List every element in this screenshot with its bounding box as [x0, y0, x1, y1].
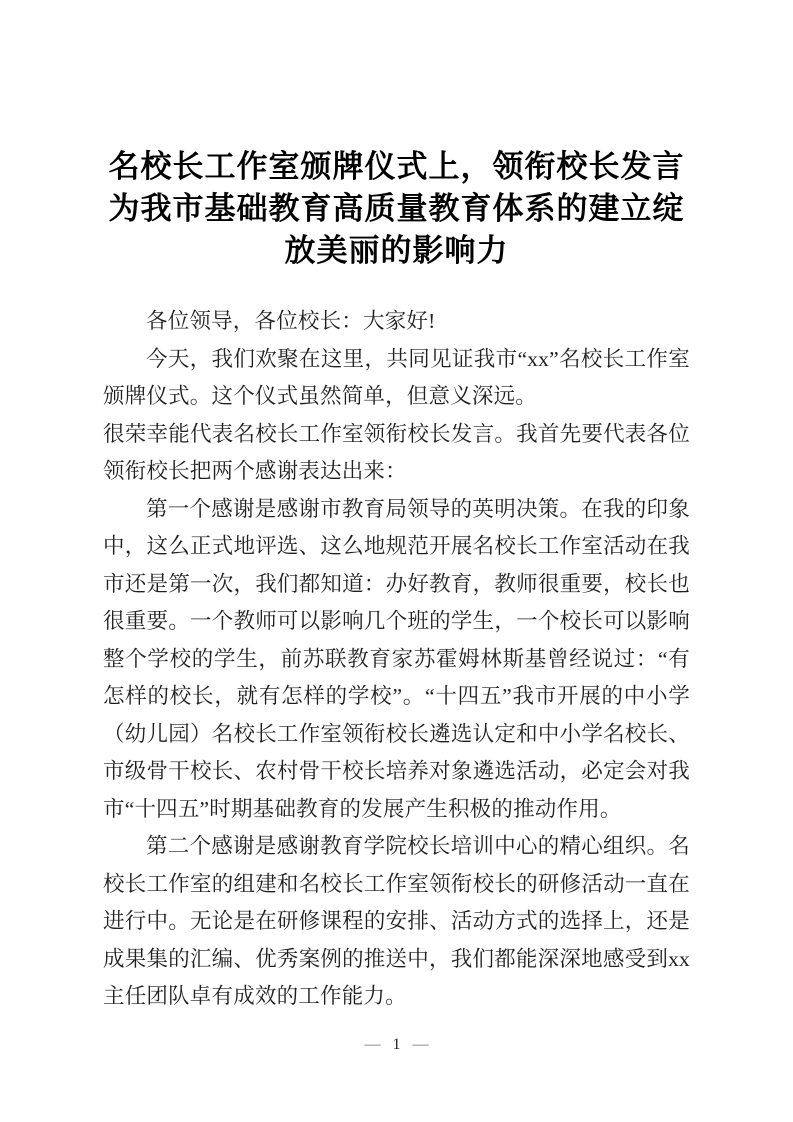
- page-number: 1: [392, 1036, 401, 1053]
- title-line-3: 放美丽的影响力: [284, 233, 509, 268]
- title-line-1: 名校长工作室颁牌仪式上，领衔校长发言: [108, 149, 685, 184]
- footer-dash-left: —: [364, 1036, 381, 1053]
- title-line-2: 为我市基础教育高质量教育体系的建立绽: [108, 191, 685, 226]
- document-body: [103, 303, 690, 1016]
- page-footer: [0, 1035, 793, 1055]
- paragraph: 今天，我们欢聚在这里，共同见证我市“xx”名校长工作室颁牌仪式。这个仪式虽然简单，但意义深远。: [103, 346, 690, 408]
- document-title: [103, 146, 690, 272]
- paragraph: 第二个感谢是感谢教育学院校长培训中心的精心组织。名校长工作室的组建和名校长工作室领衔校长的研修活动一直在进行中。无论是在研修课程的安排、活动方式的选择上，还是成果集的汇编、优秀案例的推送中，我们都能深深地感受到xx主任团队卓有成效的工作能力。: [103, 834, 690, 1008]
- paragraph: 很荣幸能代表名校长工作室领衔校长发言。我首先要代表各位领衔校长把两个感谢表达出来：: [103, 421, 690, 483]
- paragraph: 各位领导，各位校长：大家好!: [146, 309, 436, 333]
- paragraph: 第一个感谢是感谢市教育局领导的英明决策。在我的印象中，这么正式地评选、这么地规范开展名校长工作室活动在我市还是第一次，我们都知道：办好教育，教师很重要，校长也很重要。一个教师可以影响几个班的学生，一个校长可以影响整个学校的学生，前苏联教育家苏霍姆林斯基曾经说过：“有怎样的校长，就有怎样的学校”。“十四五”我市开展的中小学（幼儿园）名校长工作室领衔校长遴选认定和中小学名校长、市级骨干校长、农村骨干校长培养对象遴选活动，必定会对我市“十四五”时期基础教育的发展产生积极的推动作用。: [103, 496, 690, 821]
- footer-dash-right: —: [412, 1036, 429, 1053]
